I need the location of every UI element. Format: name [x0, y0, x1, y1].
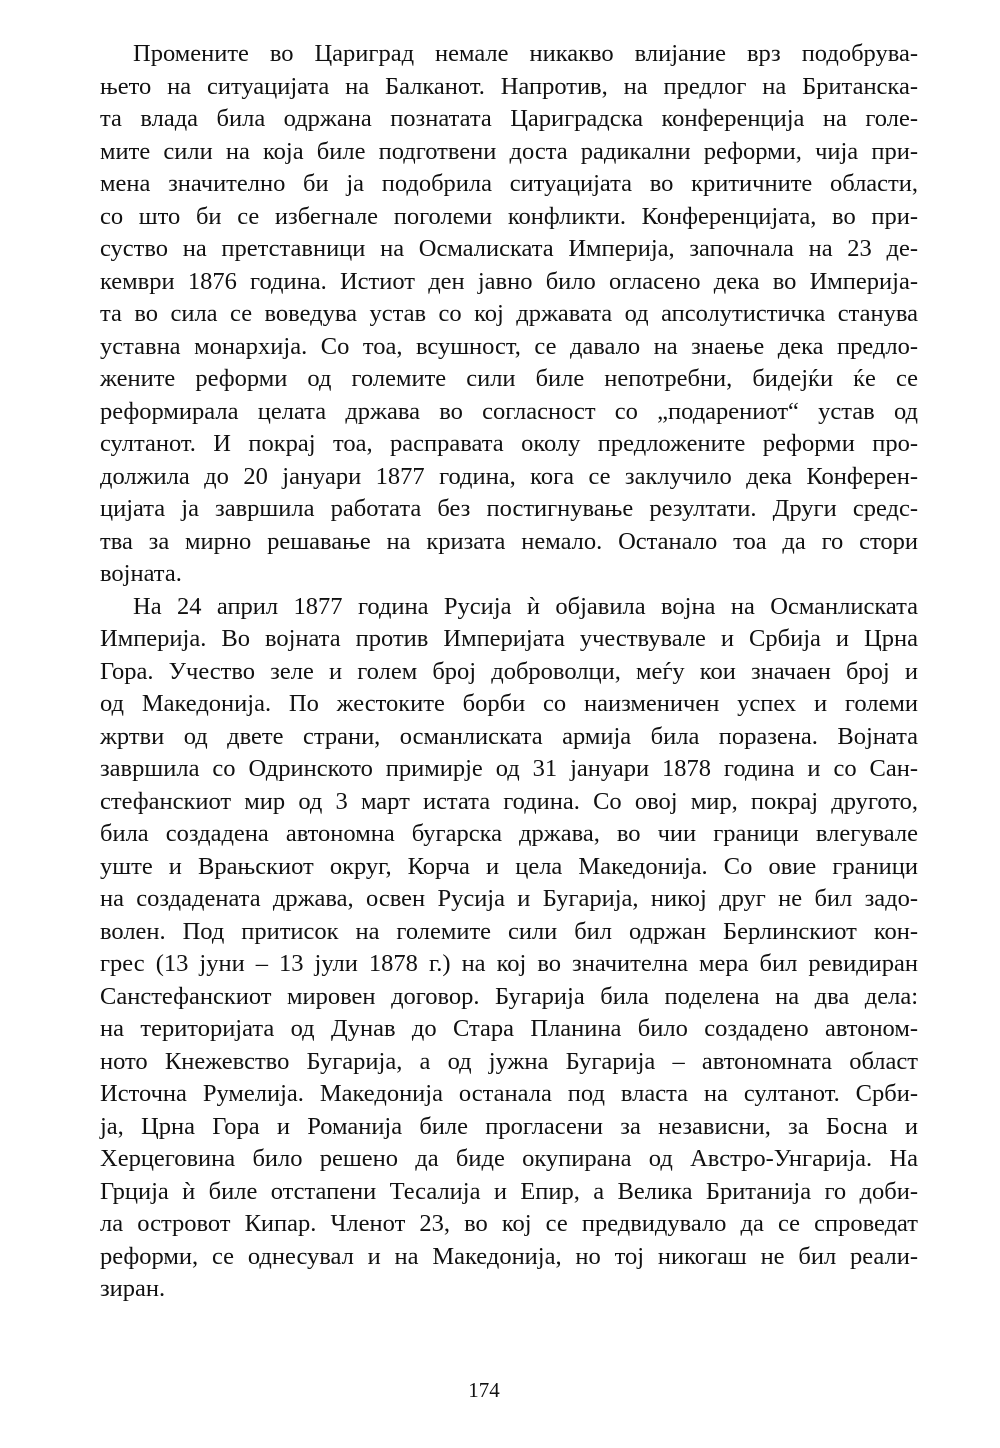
text-line: ното Кнежевство Бугарија, а од јужна Бугарија – автономната област: [100, 1047, 918, 1075]
text-line: Херцеговина било решено да биде окупирана од Австро-Унгарија. На: [100, 1145, 918, 1172]
text-line: завршила со Одринското примирје од 31 јануари 1878 година и со Сан-: [100, 755, 918, 782]
text-line: зиран.: [100, 1275, 166, 1302]
text-line: На 24 април 1877 година Русија ѝ објавила војна на Османлиската: [133, 592, 918, 620]
text-line: уште и Врањскиот округ, Корча и цела Македонија. Со овие граници: [100, 852, 918, 880]
text-line: тва за мирно решавање на кризата немало. Останало тоа да го стори: [100, 527, 918, 555]
text-line: та во сила се воведува устав со кој државата од апсолутистичка станува: [100, 300, 918, 327]
text-line: стефанскиот мир од 3 март истата година. Со овој мир, покрај другото,: [100, 787, 918, 815]
text-line: војната.: [100, 560, 182, 587]
text-line: Гора. Учество зеле и голем број доброволци, меѓу кои значаен број и: [100, 657, 918, 685]
text-line: жените реформи од големите сили биле непотребни, бидејќи ќе се: [100, 365, 918, 392]
text-line: уставна монархија. Со тоа, всушност, се давало на знаење дека предло-: [100, 332, 918, 360]
text-line: должила до 20 јануари 1877 година, кога се заклучило дека Конферен-: [100, 462, 918, 490]
text-line: Империја. Во војната против Империјата учествувале и Србија и Црна: [100, 625, 918, 652]
paragraph: [100, 591, 918, 1306]
text-line: Грција ѝ биле отстапени Тесалија и Епир, а Велика Британија го доби-: [100, 1177, 918, 1205]
text-line: Промените во Цариград немале никакво влијание врз подобрува-: [133, 40, 918, 67]
text-line: на територијата од Дунав до Стара Планина било создадено автоном-: [100, 1015, 918, 1042]
body-text: [100, 38, 918, 1306]
text-line: била создадена автономна бугарска држава, во чии граници влегувале: [100, 820, 918, 847]
text-line: реформи, се однесувал и на Македонија, но тој никогаш не бил реали-: [100, 1242, 918, 1270]
text-line: реформирала целата држава во согласност со „подарениот“ устав од: [100, 397, 918, 425]
text-line: цијата ја завршила работата без постигнување резултати. Други средс-: [100, 495, 918, 522]
text-line: волен. Под притисок на големите сили бил одржан Берлинскиот кон-: [100, 917, 918, 945]
text-line: од Македонија. По жестоките борби со наизменичен успех и големи: [100, 690, 918, 717]
text-line: та влада била одржана познатата Цариградска конференција на голе-: [100, 105, 918, 132]
text-line: ја, Црна Гора и Романија биле прогласени за независни, за Босна и: [100, 1112, 918, 1140]
paragraph: [100, 38, 918, 591]
text-line: мите сили на која биле подготвени доста радикални реформи, чија при-: [100, 137, 918, 165]
text-line: грес (13 јуни – 13 јули 1878 г.) на кој во значителна мера бил ревидиран: [100, 950, 918, 977]
text-line: ла островот Кипар. Членот 23, во кој се предвидувало да се спроведат: [100, 1210, 918, 1237]
text-line: мена значително би ја подобрила ситуацијата во критичните области,: [100, 170, 918, 197]
text-line: жртви од двете страни, османлиската армија била поразена. Војната: [100, 722, 918, 750]
text-line: султанот. И покрај тоа, расправата околу предложените реформи про-: [100, 430, 918, 457]
text-line: њето на ситуацијата на Балканот. Напротив, на предлог на Британска-: [100, 72, 918, 100]
text-line: на создадената држава, освен Русија и Бугарија, никој друг не бил задо-: [100, 885, 918, 912]
text-line: суство на претставници на Осмалиската Империја, започнала на 23 де-: [100, 235, 918, 262]
text-line: кември 1876 година. Истиот ден јавно било огласено дека во Империја-: [100, 267, 918, 295]
text-line: Источна Румелија. Македонија останала под власта на султанот. Срби-: [100, 1080, 918, 1107]
text-line: Санстефанскиот мировен договор. Бугарија била поделена на два дела:: [100, 982, 918, 1010]
text-line: со што би се избегнале поголеми конфликти. Конференцијата, во при-: [100, 202, 918, 230]
page-number: 174: [468, 1378, 500, 1402]
